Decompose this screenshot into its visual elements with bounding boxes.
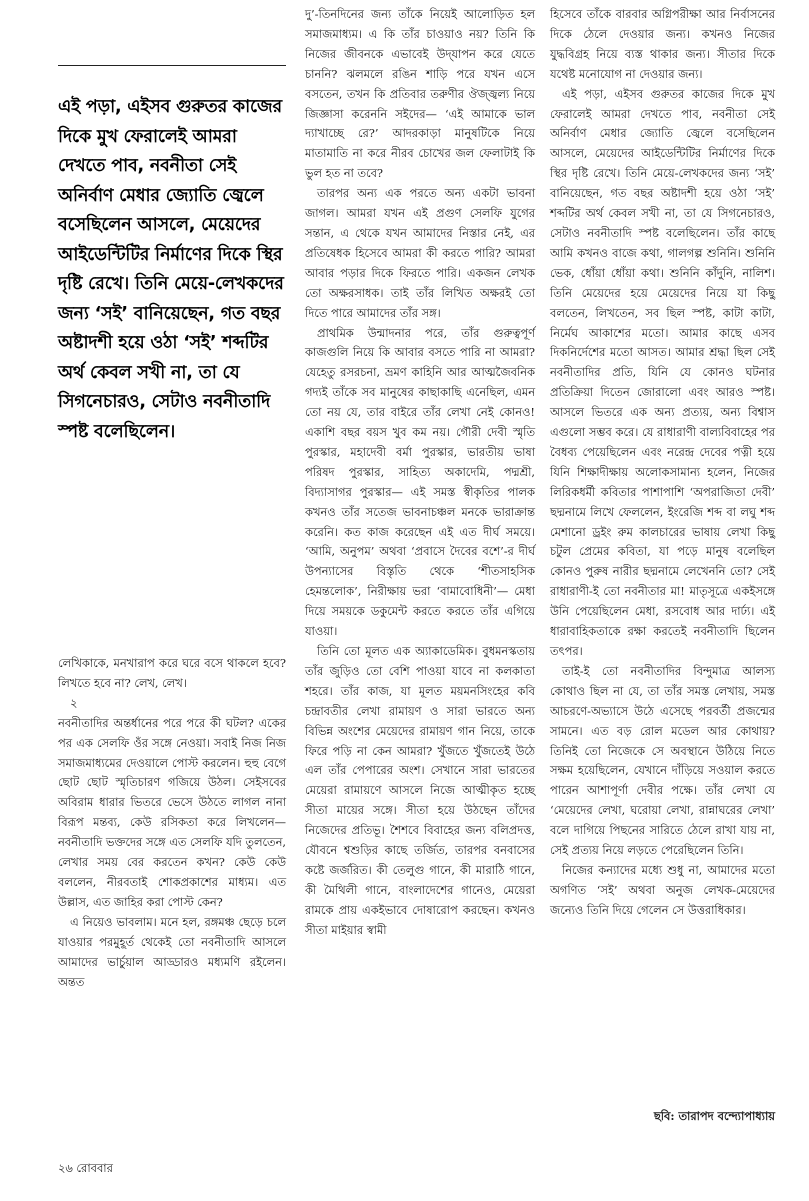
page-footer: ২৬ রোববার <box>58 1161 113 1175</box>
column-1-intro: লেখিকাকে, মনখারাপ করে ঘরে বসে থাকলে হবে? লিখতে হবে না? লেখ, লেখ। <box>58 656 286 690</box>
column-1-paragraph-1: নবনীতাদির অন্তর্ধানের পরে পরে কী ঘটল? একের পর এক সেলফি ওঁর সঙ্গে নেওয়া। সবাই নিজ নিজ সমাজমাধ্যমের দেওয়ালে পোস্ট করলেন। হুহু বেগে ছোট ছোট স্মৃতিচারণ গজিয়ে উঠল। সেইসবের অবিরাম ধারার ভিতরে ভেসে উঠতে লাগল নানা বিরূপ মন্তব্য, কেউ রসিকতা করে লিখলেন— নবনীতাদি ভক্তদের সঙ্গে এত সেলফি যদি তুলতেন, লেখার সময় বের করতেন কখন? কেউ কেউ বললেন, নীরবতাই শোকপ্রকাশের মাধ্যম। এত উল্লাস, এত জাহির করা পোস্ট কেন? <box>58 715 286 909</box>
column-3-paragraph-1: হিসেবে তাঁকে বারবার অগ্নিপরীক্ষা আর নির্বাসনের দিকে ঠেলে দেওয়ার জন্য। কখনও নিজের যুদ্ধবিগ্রহ নিয়ে ব্যস্ত থাকার জন্য। সীতার দিকে যথেষ্ট মনোযোগ না দেওয়ার জন্য। <box>550 7 775 81</box>
column-1-paragraph-2: এ নিয়েও ভাবলাম। মনে হল, রঙ্গমঞ্চ ছেড়ে চলে যাওয়ার পরমুহূর্ত থেকেই তো নবনীতাদি আসলে আমাদের ভার্চুয়াল আড্ডারও মধ্যমণি রইলেন। অন্তত <box>58 914 286 989</box>
photo-credit: ছবি: তারাপদ বন্দ্যোপাধ্যায় <box>653 1109 775 1123</box>
top-rule <box>58 65 286 66</box>
column-3 <box>550 5 775 921</box>
pull-quote: এই পড়া, এইসব গুরুতর কাজের দিকে মুখ ফেরালেই আমরা দেখতে পাব, নবনীতা সেই অনির্বাণ মেধার জ্যোতি জ্বেলে বসেছিলেন আসলে, মেয়েদের আইডেন্টিটির নির্মাণের দিকে স্থির দৃষ্টি রেখে। তিনি মেয়ে-লেখকদের জন্য ‘সই’ বানিয়েছেন, গত বছর অষ্টাদশী হয়ে ওঠা ‘সই’ শব্দটির অর্থ কেবল সখী না, তা যে সিগনেচারও, সেটাও নবনীতাদি স্পষ্ট বলেছিলেন। <box>58 97 284 442</box>
column-3-paragraph-3: তাই-ই তো নবনীতাদির বিন্দুমাত্র আলস্য কোথাও ছিল না যে, তা তাঁর সমস্ত লেখায়, সমস্ত আচরণে-অভ্যাসে উঠে এসেছে পরবর্তী প্রজন্মের সামনে। এত বড় রোল মডেল আর কোথায়? তিনিই তো নিজেকে সে অবস্থানে উঠিয়ে নিতে সক্ষম হয়েছিলেন, যেখানে দাঁড়িয়ে সওয়াল করতে পারেন আশাপূর্ণা দেবীর পক্ষে। তাঁর লেখা যে ‘মেয়েদের লেখা, ঘরোয়া লেখা, রান্নাঘরের লেখা’ বলে দাগিয়ে পিছনের সারিতে ঠেলে রাখা যায় না, সেই প্রত্যয় নিয়ে লড়তে পেরেছিলেন তিনি। <box>550 663 775 858</box>
column-3-paragraph-4: নিজের কন্যাদের মধ্যে শুধু না, আমাদের মতো অগণিত ‘সই’ অথবা অনুজ লেখক-মেয়েদের জন্যেও তিনি দিয়ে গেলেন সে উত্তরাধিকার। <box>550 862 775 917</box>
column-3-paragraph-2: এই পড়া, এইসব গুরুতর কাজের দিকে মুখ ফেরালেই আমরা দেখতে পাব, নবনীতা সেই অনির্বাণ মেধার জ্যোতি জ্বেলে বসেছিলেন আসলে, মেয়েদের আইডেন্টিটির নির্মাণের দিকে স্থির দৃষ্টি রেখে। তিনি মেয়ে-লেখকদের জন্য ‘সই’ বানিয়েছেন, গত বছর অষ্টাদশী হয়ে ওঠা ‘সই’ শব্দটির অর্থ কেবল সখী না, তা যে সিগনেচারও, সেটাও নবনীতাদি স্পষ্ট বলেছিলেন। তাঁর কাছে আমি কখনও বাজে কথা, গালগল্প শুনিনি। শুনিনি ভেক, ধোঁয়া ধোঁয়া কথা। শুনিনি কাঁদুনি, নালিশ। তিনি মেয়েদের হয়ে মেয়েদের নিয়ে যা কিছু বলতেন, লিখতেন, সব ছিল স্পষ্ট, কাটা কাটা, নির্মেঘ আকাশের মতো। আমার কাছে এসব দিকনির্দেশের মতো আসত। আমার শ্রদ্ধা ছিল সেই নবনীতাদির প্রতি, যিনি যে কোনও ঘটনার প্রতিক্রিয়া দিতেন জোরালো এবং আরও স্পষ্ট। আসলে ভিতরে এক অন্য প্রত্যয়, অন্য বিশ্বাস এগুলো সম্ভব করে। যে রাধারাণী বাল্যবিবাহের পর বৈধব্য পেয়েছিলেন এবং নরেন্দ্র দেবের পত্নী হয়ে যিনি শিক্ষাদীক্ষায় অলোকসামান্য হলেন, নিজের লিরিকধর্মী কবিতার পাশাপাশি ‘অপরাজিতা দেবী’ ছদ্মনামে লিখে ফেললেন, ইংরেজি শব্দ বা লঘু শব্দ মেশানো ড্রইং রুম কালচারের ভাষায় লেখা কিছু চটুল প্রেমের কবিতা, যা পড়ে মানুষ বলেছিল কোনও পুরুষ নারীর ছদ্মনামে লেখেননি তো? সেই রাধারাণী-ই তো নবনীতার মা! মাতৃসূত্রে একইসঙ্গে উনি পেয়েছিলেন মেধা, রসবোধ আর দার্ঢ্য। এই ধারাবাহিকতাকে রক্ষা করতেই নবনীতাদি ছিলেন তৎপর। <box>550 86 775 658</box>
column-1 <box>58 654 286 992</box>
section-number: ২ <box>70 695 78 710</box>
column-2 <box>305 5 535 941</box>
column-2-paragraph-1: দু’-তিনদিনের জন্য তাঁকে নিয়েই আলোড়িত হল সমাজমাধ্যম। এ কি তাঁর চাওয়াও নয়? তিনি কি নিজের জীবনকে এভাবেই উদ্‌যাপন করে যেতে চাননি? ঝলমলে রঙিন শাড়ি পরে যখন এসে বসতেন, তখন কি প্রতিবার তরুণীর ঔজ্জ্বল্য নিয়ে জিজ্ঞাসা করেননি সইদের— ‘এই আমাকে ভাল দ্যাখাচ্ছে রে?’ আদরকাড়া মানুষটিকে নিয়ে মাতামাতি না করে নীরব চোখের জল ফেলাটাই কি ভুল হত না তবে? <box>305 7 535 181</box>
column-2-paragraph-3: প্রাথমিক উন্মাদনার পরে, তাঁর গুরুত্বপূর্ণ কাজগুলি নিয়ে কি আবার বসতে পারি না আমরা? যেহেতু রসরচনা, ভ্রমণ কাহিনি আর আত্মজৈবনিক গদ্যই তাঁকে সব মানুষের কাছাকাছি এনেছিল, এমন তো নয় যে, তার বাইরে তাঁর লেখা নেই কোনও! একাশি বছর বয়স খুব কম নয়। গৌরী দেবী স্মৃতি পুরস্কার, মহাদেবী বর্মা পুরস্কার, ভারতীয় ভাষা পরিষদ পুরস্কার, সাহিত্য অকাদেমি, পদ্মশ্রী, বিদ্যাসাগর পুরস্কার— এই সমস্ত স্বীকৃতির পালক কখনও তাঁর সতেজ ভাবনাচঞ্চল মনকে ভারাক্রান্ত করেনি। কত কাজ করেছেন এই এত দীর্ঘ সময়ে। ‘আমি, অনুপম’ অথবা ‘প্রবাসে দৈবের বশে’-র দীর্ঘ উপন্যাসের বিস্তৃতি থেকে ‘শীতসাহসিক হেমন্তলোক’, নিরীক্ষায় ভরা ‘বামাবোধিনী’— মেধা দিয়ে সময়কে ডকুমেন্ট করতে করতে তাঁর এগিয়ে যাওয়া। <box>305 325 535 639</box>
column-2-paragraph-2: তারপর অন্য এক পরতে অন্য একটা ভাবনা জাগল। আমরা যখন এই প্রগুণ সেলফি যুগের সন্তান, এ থেকে যখন আমাদের নিস্তার নেই, এর প্রতিষেধক হিসেবে আমরা কী করতে পারি? আমরা আবার পড়ার দিকে ফিরতে পারি। একজন লেখক তো অক্ষরসাধক। তাই তাঁর লিখিত অক্ষরই তো দিতে পারে আমাদের তাঁর সঙ্গ। <box>305 186 535 320</box>
column-2-paragraph-4: তিনি তো মূলত এক অ্যাকাডেমিক। বুধমনস্কতায় তাঁর জুড়িও তো বেশি পাওয়া যাবে না কলকাতা শহরে। তাঁর কাজ, যা মূলত ময়মনসিংহের কবি চন্দ্রাবতীর লেখা রামায়ণ ও সারা ভারতে অন্য বিভিন্ন অংশের মেয়েদের রামায়ণ গান নিয়ে, তাকে ফিরে পড়ি না কেন আমরা? খুঁজতে খুঁজতেই উঠে এল তাঁর পেপারের অংশ। সেখানে সারা ভারতের মেয়েরা রামায়ণে আসলে নিজে আত্মীকৃত হচ্ছে সীতা মায়ের সঙ্গে। সীতা হয়ে উঠছেন তাঁদের নিজেদের প্রতিভূ। শৈশবে বিবাহের জন্য বলিপ্রদত্ত, যৌবনে শ্বশুড়ির কাছে তর্জিত, তারপর বনবাসের কষ্টে জর্জরিত। কী তেলুগু গানে, কী মারাঠি গানে, কী মৈথিলী গানে, বাংলাদেশের গানেও, মেয়েরা রামকে প্রায় একইভাবে দোষারোপ করছেন। কখনও সীতা মাইয়ার স্বামী <box>305 644 535 937</box>
